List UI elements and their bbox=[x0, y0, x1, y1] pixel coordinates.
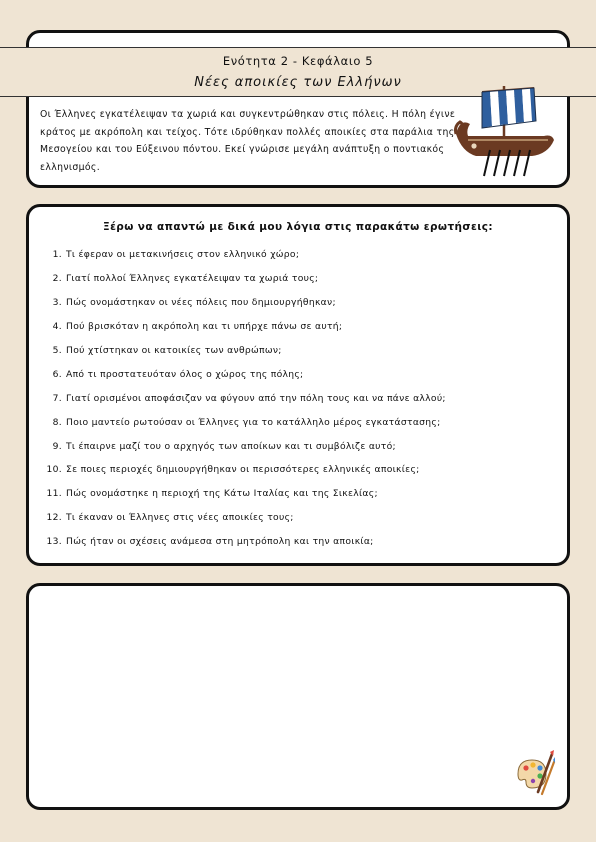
question-number: 10. bbox=[46, 464, 62, 476]
chapter-label: Ενότητα 2 - Κεφάλαιο 5 bbox=[222, 54, 374, 68]
question-text: Πού χτίστηκαν οι κατοικίες των ανθρώπων; bbox=[66, 345, 282, 356]
question-number: 8. bbox=[52, 416, 62, 428]
question-number: 5. bbox=[52, 345, 62, 356]
question-text: Πώς ονομάστηκε η περιοχή της Κάτω Ιταλίας και της Σικελίας; bbox=[66, 488, 378, 500]
question-number: 2. bbox=[52, 273, 62, 285]
question-text: Από τι προστατευόταν όλος ο χώρος της πόλης; bbox=[66, 368, 304, 380]
question-item bbox=[44, 506, 554, 530]
question-item bbox=[44, 410, 554, 434]
question-text: Γιατί ορισμένοι αποφάσιζαν να φύγουν από την πόλη τους και να πάνε αλλού; bbox=[66, 392, 446, 404]
question-text: Πώς ονομάστηκαν οι νέες πόλεις που δημιουργήθηκαν; bbox=[66, 297, 336, 309]
question-item bbox=[44, 482, 554, 506]
question-text: Τι έκαναν οι Έλληνες στις νέες αποικίες τους; bbox=[66, 512, 294, 524]
question-item bbox=[44, 243, 554, 267]
question-text: Γιατί πολλοί Έλληνες εγκατέλειψαν τα χωριά τους; bbox=[66, 273, 319, 285]
questions-list bbox=[44, 243, 554, 554]
page-title: Νέες αποικίες των Ελλήνων bbox=[194, 75, 402, 90]
question-item bbox=[44, 386, 554, 410]
question-number: 1. bbox=[52, 249, 62, 261]
question-number: 13. bbox=[46, 536, 62, 548]
question-text: Τι έπαιρνε μαζί του ο αρχηγός των αποίκων και τι συμβόλιζε αυτό; bbox=[66, 440, 396, 452]
question-number: 6. bbox=[52, 368, 62, 380]
questions-heading: Ξέρω να απαντώ με δικά μου λόγια στις παρακάτω ερωτήσεις: bbox=[103, 221, 493, 233]
question-item bbox=[44, 267, 554, 291]
question-item bbox=[44, 339, 554, 363]
question-item bbox=[44, 530, 554, 554]
question-number: 7. bbox=[52, 392, 62, 404]
question-text: Τι έφεραν οι μετακινήσεις στον ελληνικό χώρο; bbox=[66, 249, 300, 261]
paint-palette-icon bbox=[512, 748, 556, 798]
question-item bbox=[44, 291, 554, 315]
ancient-greek-ship-icon bbox=[452, 84, 556, 180]
question-number: 12. bbox=[46, 512, 62, 524]
question-number: 4. bbox=[52, 321, 62, 333]
question-item bbox=[44, 458, 554, 482]
question-number: 3. bbox=[52, 297, 62, 309]
question-item bbox=[44, 362, 554, 386]
question-number: 9. bbox=[52, 440, 62, 452]
question-number: 11. bbox=[46, 488, 62, 500]
question-item bbox=[44, 434, 554, 458]
question-item bbox=[44, 315, 554, 339]
question-text: Πώς ήταν οι σχέσεις ανάμεσα στη μητρόπολη και την αποικία; bbox=[66, 536, 374, 548]
answer-area[interactable] bbox=[26, 583, 570, 810]
question-text: Ποιο μαντείο ρωτούσαν οι Έλληνες για το κατάλληλο μέρος εγκατάστασης; bbox=[66, 416, 441, 428]
question-text: Πού βρισκόταν η ακρόπολη και τι υπήρχε πάνω σε αυτή; bbox=[66, 321, 343, 333]
intro-paragraph: Οι Έλληνες εγκατέλειψαν τα χωριά και συγκεντρώθηκαν στις πόλεις. Η πόλη έγινε κράτος με ακρόπολη και τείχος. Τότε ιδρύθηκαν πολλές αποικίες στα παράλια της Μεσογείου και του Εύξεινου πόντου. Εκεί γνώρισε μεγάλη ανάπτυξη ο ποντιακός ελληνισμός. bbox=[40, 109, 456, 173]
question-text: Σε ποιες περιοχές δημιουργήθηκαν οι περισσότερες ελληνικές αποικίες; bbox=[66, 464, 420, 476]
